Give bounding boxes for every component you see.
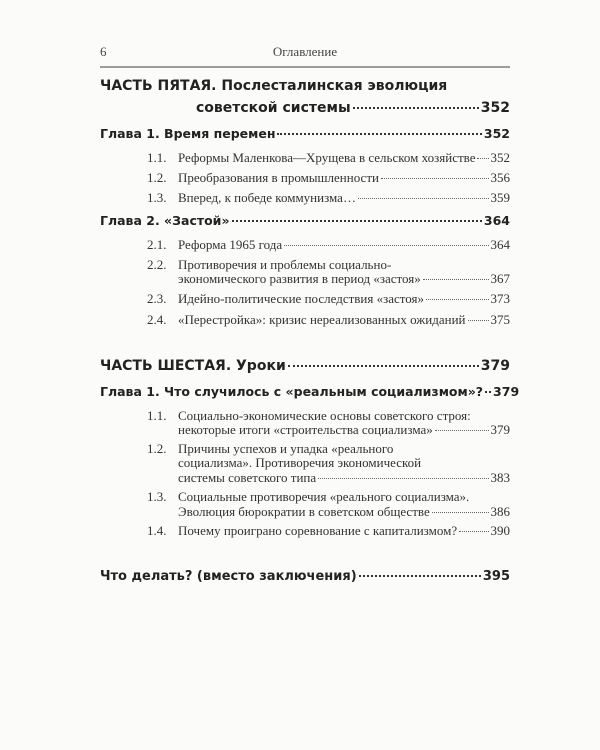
dot-leader [468,320,489,321]
dot-leader [318,478,488,479]
page-number: 6 [100,44,107,59]
section-entry[interactable] [178,271,510,287]
section-entry[interactable] [178,470,510,486]
section-title: экономического развития в период «застоя» [178,271,421,286]
part5-page: 352 [480,100,510,116]
section-number: 1.3. [147,489,167,504]
dot-leader [423,279,489,280]
running-title: Оглавление [272,44,338,59]
section-page: 356 [490,170,510,185]
dot-leader [432,512,489,513]
section-page: 359 [490,190,510,205]
dot-leader [358,198,489,199]
dot-leader [426,299,488,300]
section-number: 1.2. [147,170,167,185]
chapter-entry[interactable] [100,384,520,399]
chapter-page: 364 [483,213,510,228]
section-title: «Перестройка»: кризис нереализованных ожиданий [178,312,466,327]
conclusion-entry[interactable] [100,569,510,584]
conclusion-page: 395 [482,569,510,584]
section-number: 2.4. [147,312,167,327]
part6-entry[interactable] [100,358,510,374]
section-page: 352 [490,150,510,165]
section-number: 1.3. [147,190,167,205]
section-title: Эволюция бюрократии в советском обществе [178,504,430,519]
part5-title-line2: советской системы [196,100,351,116]
dot-leader [435,430,489,431]
section-entry[interactable] [178,504,510,520]
dot-leader [284,245,488,246]
dot-leader [277,133,481,135]
dot-leader [232,220,482,222]
section-page: 383 [490,470,510,485]
section-entry[interactable] [178,150,510,166]
chapter-title: Глава 1. Что случилось с «реальным социализмом»? [100,384,484,399]
chapter-title: Глава 1. Время перемен [100,126,276,141]
section-title: Идейно-политические последствия «застоя» [178,291,425,306]
part5-entry[interactable] [196,100,510,116]
section-entry[interactable] [178,291,510,307]
section-number: 1.1. [147,408,167,423]
chapter-entry[interactable] [100,213,510,228]
section-page: 375 [490,312,510,327]
section-page: 373 [490,291,510,306]
section-entry[interactable] [178,312,510,328]
section-title: Преобразования в промышленности [178,170,379,185]
running-header [100,44,510,64]
section-entry[interactable] [178,237,510,253]
section-page: 367 [490,271,510,286]
section-page: 386 [490,504,510,519]
conclusion-title: Что делать? (вместо заключения) [100,569,357,584]
section-number: 1.2. [147,441,167,456]
section-title-line: Причины успехов и упадка «реального [178,441,394,456]
dot-leader [477,158,488,159]
dot-leader [353,107,479,109]
section-title: Реформа 1965 года [178,237,283,252]
section-title-line: Противоречия и проблемы социально- [178,257,392,272]
part5-title-line1: ЧАСТЬ ПЯТАЯ. Послесталинская эволюция [100,78,448,94]
section-page: 379 [490,422,510,437]
section-title-line: социализма». Противоречия экономической [178,455,422,470]
section-entry[interactable] [178,170,510,186]
section-title: Почему проиграно соревнование с капитализмом? [178,523,458,538]
chapter-page: 379 [493,384,520,399]
section-title-line: Социальные противоречия «реального социализма». [178,489,470,504]
dot-leader [359,575,481,577]
chapter-page: 352 [483,126,510,141]
section-entry[interactable] [178,190,510,206]
section-title: системы советского типа [178,470,317,485]
section-title: Вперед, к победе коммунизма… [178,190,356,205]
dot-leader [288,365,479,367]
header-rule [100,66,510,68]
part6-page: 379 [480,358,510,374]
section-number: 2.1. [147,237,167,252]
section-page: 364 [490,237,510,252]
section-number: 1.1. [147,150,167,165]
section-number: 2.3. [147,291,167,306]
dot-leader [381,178,489,179]
section-entry[interactable] [178,422,510,438]
dot-leader [459,531,488,532]
dot-leader [485,391,491,393]
chapter-title: Глава 2. «Застой» [100,213,230,228]
section-number: 2.2. [147,257,167,272]
section-title: некоторые итоги «строительства социализма» [178,422,433,437]
section-title-line: Социально-экономические основы советского строя: [178,408,471,423]
section-entry[interactable] [178,523,510,539]
section-page: 390 [490,523,510,538]
section-title: Реформы Маленкова—Хрущева в сельском хозяйстве [178,150,476,165]
section-number: 1.4. [147,523,167,538]
part6-title: ЧАСТЬ ШЕСТАЯ. Уроки [100,358,286,374]
chapter-entry[interactable] [100,126,510,141]
